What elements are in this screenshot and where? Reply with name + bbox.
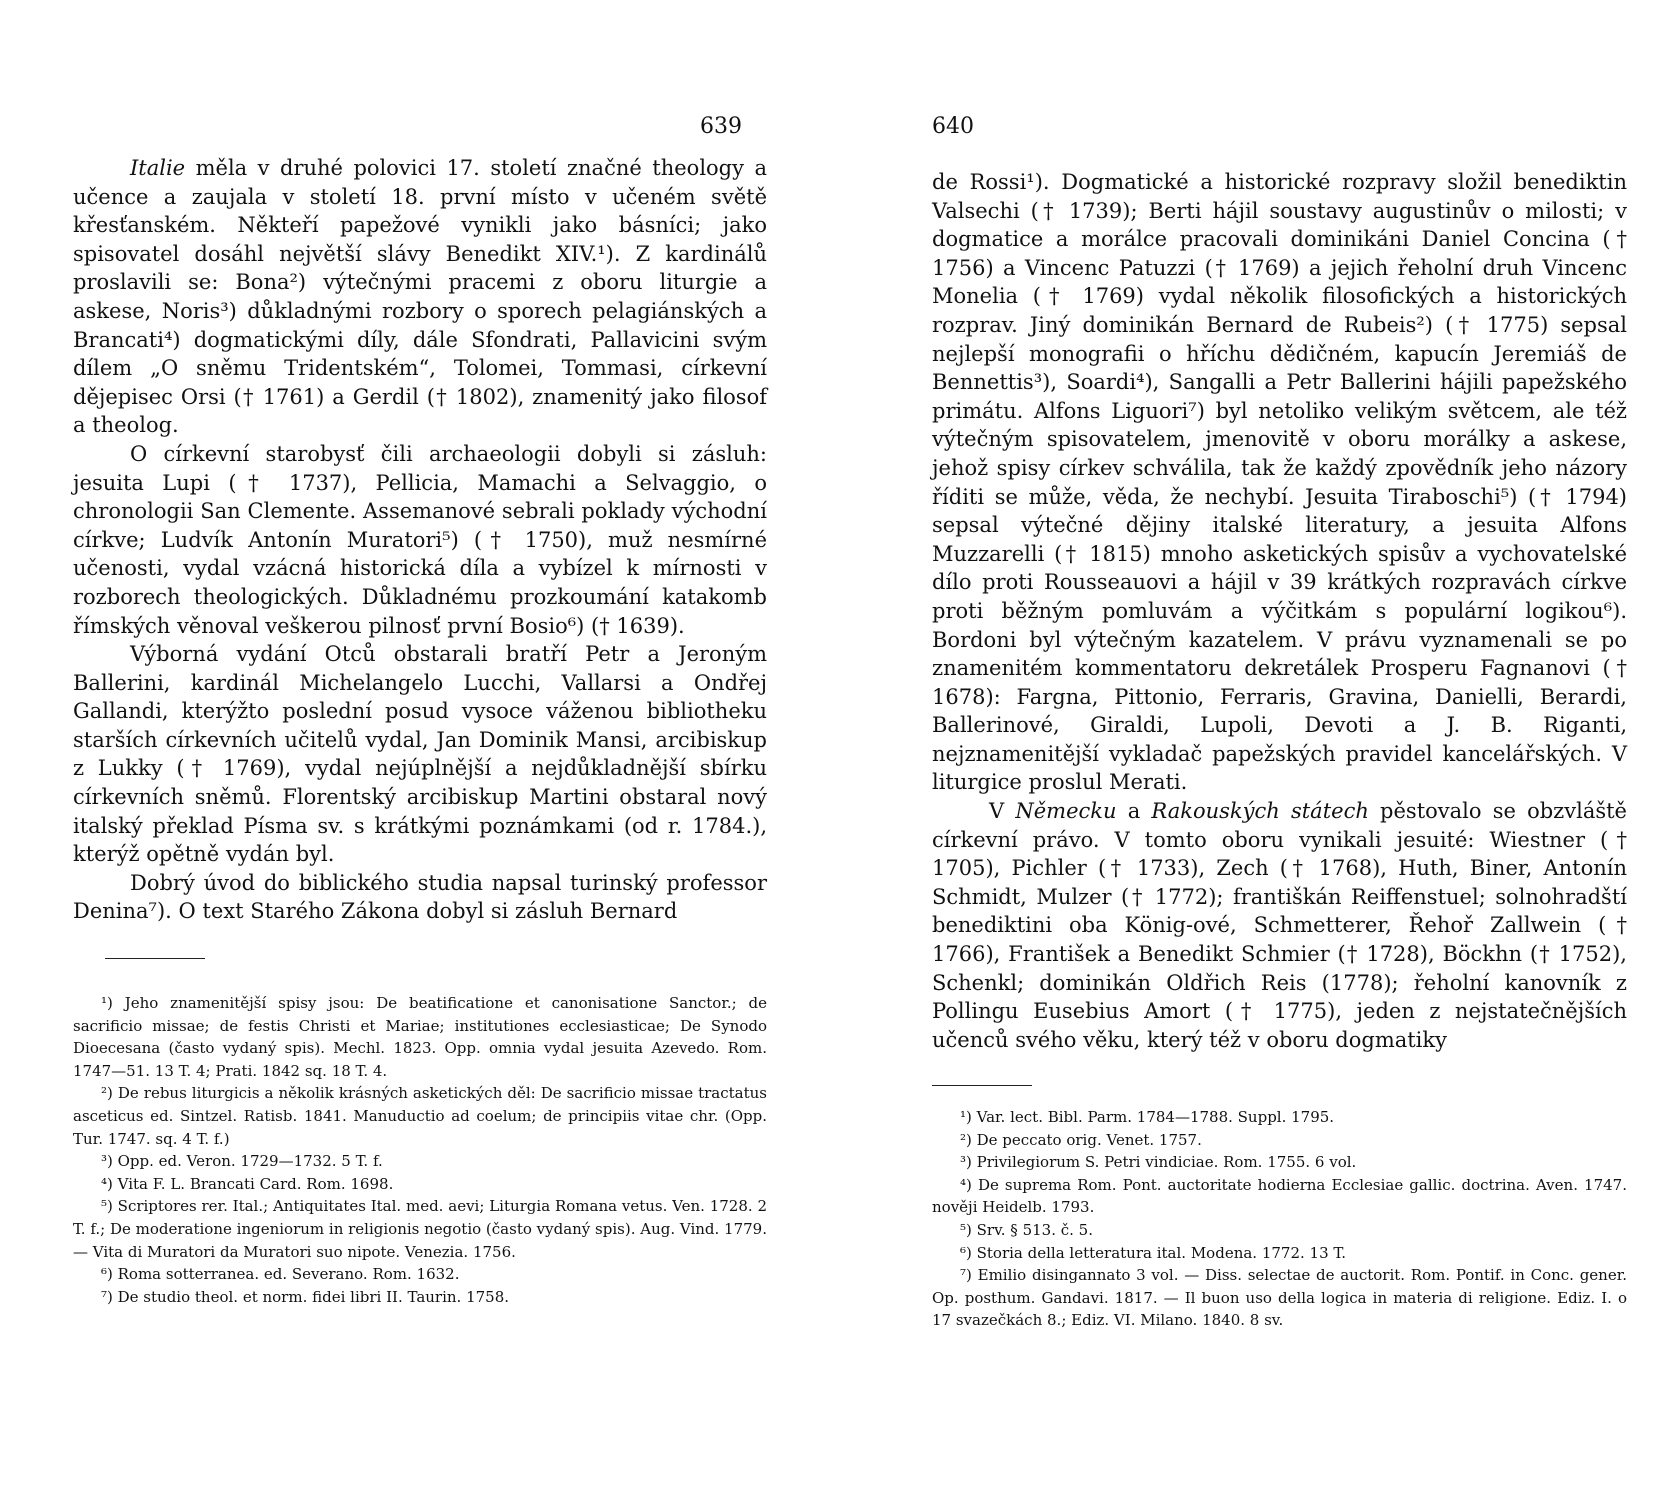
body-text [73, 154, 767, 926]
footnote-divider [105, 958, 205, 959]
page-number: 639 [700, 114, 742, 139]
footnote: ⁵) Scriptores rer. Ital.; Antiquitates Ital. med. aevi; Liturgia Romana vetus. Ven. 1728. 2 T. f.; De moderatione ingeniorum in religionis negotio (často vydaný spis). Aug. Vind. 1779. — Vita di Muratori da Muratori suo nipote. Venezia. 1756. [73, 1197, 767, 1261]
footnote: ⁴) Vita F. L. Brancati Card. Rom. 1698. [101, 1174, 394, 1193]
footnote-divider [932, 1085, 1032, 1086]
footnote: ²) De peccato orig. Venet. 1757. [960, 1130, 1202, 1149]
footnote: ⁶) Storia della letteratura ital. Modena. 1772. 13 T. [960, 1243, 1346, 1262]
footnote: ⁴) De suprema Rom. Pont. auctoritate hodierna Ecclesiae gallic. doctrina. Aven. 1747. nověji Heidelb. 1793. [932, 1175, 1627, 1217]
text-run: a [1116, 799, 1152, 824]
footnote: ¹) Var. lect. Bibl. Parm. 1784—1788. Suppl. 1795. [960, 1108, 1335, 1126]
footnote: ³) Opp. ed. Veron. 1729—1732. 5 T. f. [101, 1152, 383, 1171]
paragraph [73, 154, 767, 440]
page-number: 640 [932, 114, 974, 139]
paragraph [932, 797, 1627, 1054]
italic-lead: Italie [130, 156, 186, 180]
text-run: V [989, 799, 1016, 824]
body-text [932, 168, 1627, 1054]
paragraph: Výborná vydání Otců obstarali bratří Petr a Jeroným Ballerini, kardinál Michelangelo Lucchi, Vallarsi a Ondřej Gallandi, kterýžto poslední posud vysoce váženou bibliotheku starších církevních učitelů vydal, Jan Dominik Mansi, arcibiskup z Lukky († 1769), vydal nejúplnější a nejdůkladnější sbírku církevních sněmů. Florentský arcibiskup Martini obstaral nový italský překlad Písma sv. s krátkými poznámkami (od r. 1784.), kterýž opětně vydán byl. [73, 642, 767, 867]
italic-run: Německu [1015, 799, 1117, 824]
footnote: ⁵) Srv. § 513. č. 5. [960, 1220, 1093, 1239]
paragraph: Dobrý úvod do biblického studia napsal turinský professor Denina⁷). O text Starého Zákona dobyl si zásluh Bernard [73, 870, 767, 924]
footnotes [932, 1106, 1627, 1332]
paragraph: O církevní starobysť čili archaeologii dobyli si zásluh: jesuita Lupi († 1737), Pellicia, Mamachi a Selvaggio, o chronologii San Clemente. Assemanové sebrali poklady východní církve; Ludvík Antonín Muratori⁵) († 1750), muž nesmírné učenosti, vydal vzácná historická díla a vybízel k mírnosti v rozborech theologických. Důkladnému prozkoumání katakomb římských věnoval veškerou pilnosť první Bosio⁶) († 1639). [73, 441, 767, 638]
paragraph-text: měla v druhé polovici 17. století značné theology a učence a zaujala v století 18. první místo v učeném světě křesťanském. Někteří papežové vynikli jako básníci; jako spisovatel dosáhl největší slávy Benedikt XIV.¹). Z kardinálů proslavili se: Bona²) výtečnými pracemi z oboru liturgie a askese, Noris³) důkladnými rozbory o sporech pelagiánských a Brancati⁴) dogmatickými díly, dále Sfondrati, Pallavicini svým dílem „O sněmu Tridentském“, Tolomei, Tommasi, církevní dějepisec Orsi († 1761) a Gerdil († 1802), znamenitý jako filosof a theolog. [73, 156, 767, 438]
footnote: ⁷) Emilio disingannato 3 vol. — Diss. selectae de auctorit. Rom. Pontif. in Conc. gener. Op. posthum. Gandavi. 1817. — Il buon uso della logica in materia di religione. Ediz. I. o 17 svazečkách 8.; Ediz. VI. Milano. 1840. 8 sv. [932, 1266, 1627, 1330]
right-page [839, 0, 1678, 1500]
italic-run: Rakouských státech [1151, 799, 1369, 824]
footnotes [73, 992, 767, 1308]
footnote: ³) Privilegiorum S. Petri vindiciae. Rom. 1755. 6 vol. [960, 1153, 1357, 1172]
footnote: ⁷) De studio theol. et norm. fidei libri II. Taurin. 1758. [101, 1287, 510, 1306]
text-run: pěstovalo se obzvláště církevní právo. V tomto oboru vynikali jesuité: Wiestner († 1705), Pichler († 1733), Zech († 1768), Huth, Biner, Antonín Schmidt, Mulzer († 1772); františkán Reiffenstuel; solnohradští benediktini oba König-ové, Schmetterer, Řehoř Zallwein († 1766), František a Benedikt Schmier († 1728), Böckhn († 1752), Schenkl; dominikán Oldřich Reis (1778); řeholní kanovník z Pollingu Eusebius Amort († 1775), jeden z nejstatečnějších učenců svého věku, který též v oboru dogmatiky [932, 799, 1627, 1052]
footnote: ²) De rebus liturgicis a několik krásných asketických děl: De sacrificio missae tractatus asceticus ed. Sintzel. Ratisb. 1841. Manuductio ad coelum; de principiis vitae chr. (Opp. Tur. 1747. sq. 4 T. f.) [73, 1084, 767, 1148]
footnote: ¹) Jeho znamenitější spisy jsou: De beatificatione et canonisatione Sanctor.; de sacrificio missae; de festis Christi et Mariae; institutiones ecclesiasticae; De Synodo Dioecesana (často vydaný spis). Mechl. 1823. Opp. omnia vydal jesuita Azevedo. Rom. 1747—51. 13 T. 4; Prati. 1842 sq. 18 T. 4. [73, 994, 767, 1080]
paragraph: de Rossi¹). Dogmatické a historické rozpravy složil benediktin Valsechi († 1739); Berti hájil soustavy augustinův o milosti; v dogmatice a morálce pracovali dominikáni Daniel Concina († 1756) a Vincenc Patuzzi († 1769) a jejich řeholní druh Vincenc Monelia († 1769) vydal několik filosofických a historických rozprav. Jiný dominikán Bernard de Rubeis²) († 1775) sepsal nejlepší monografii o hříchu dědičném, kapucín Jeremiáš de Bennettis³), Soardi⁴), Sangalli a Petr Ballerini hájili papežského primátu. Alfons Liguori⁷) byl netoliko velikým světcem, ale též výtečným spisovatelem, jmenovitě v oboru morálky a askese, jehož spisy církev schválila, tak že každý zpovědník jeho názory říditi se může, věda, že nechybí. Jesuita Tiraboschi⁵) († 1794) sepsal výtečné dějiny italské literatury, a jesuita Alfons Muzzarelli († 1815) mnoho asketických spisův a vychovatelské dílo proti Rousseauovi a hájil v 39 krátkých rozpravách církve proti běžným pomluvám a výčitkám s populární logikou⁶). Bordoni byl výtečným kazatelem. V právu vyznamenali se po znamenitém kommentatoru dekretálek Prosperu Fagnanovi († 1678): Fargna, Pittonio, Ferraris, Gravina, Danielli, Berardi, Ballerinové, Giraldi, Lupoli, Devoti a J. B. Riganti, nejznamenitější vykladač papežských pravidel kancelářských. V liturgice proslul Merati. [932, 170, 1627, 795]
footnote: ⁶) Roma sotterranea. ed. Severano. Rom. 1632. [101, 1265, 460, 1284]
